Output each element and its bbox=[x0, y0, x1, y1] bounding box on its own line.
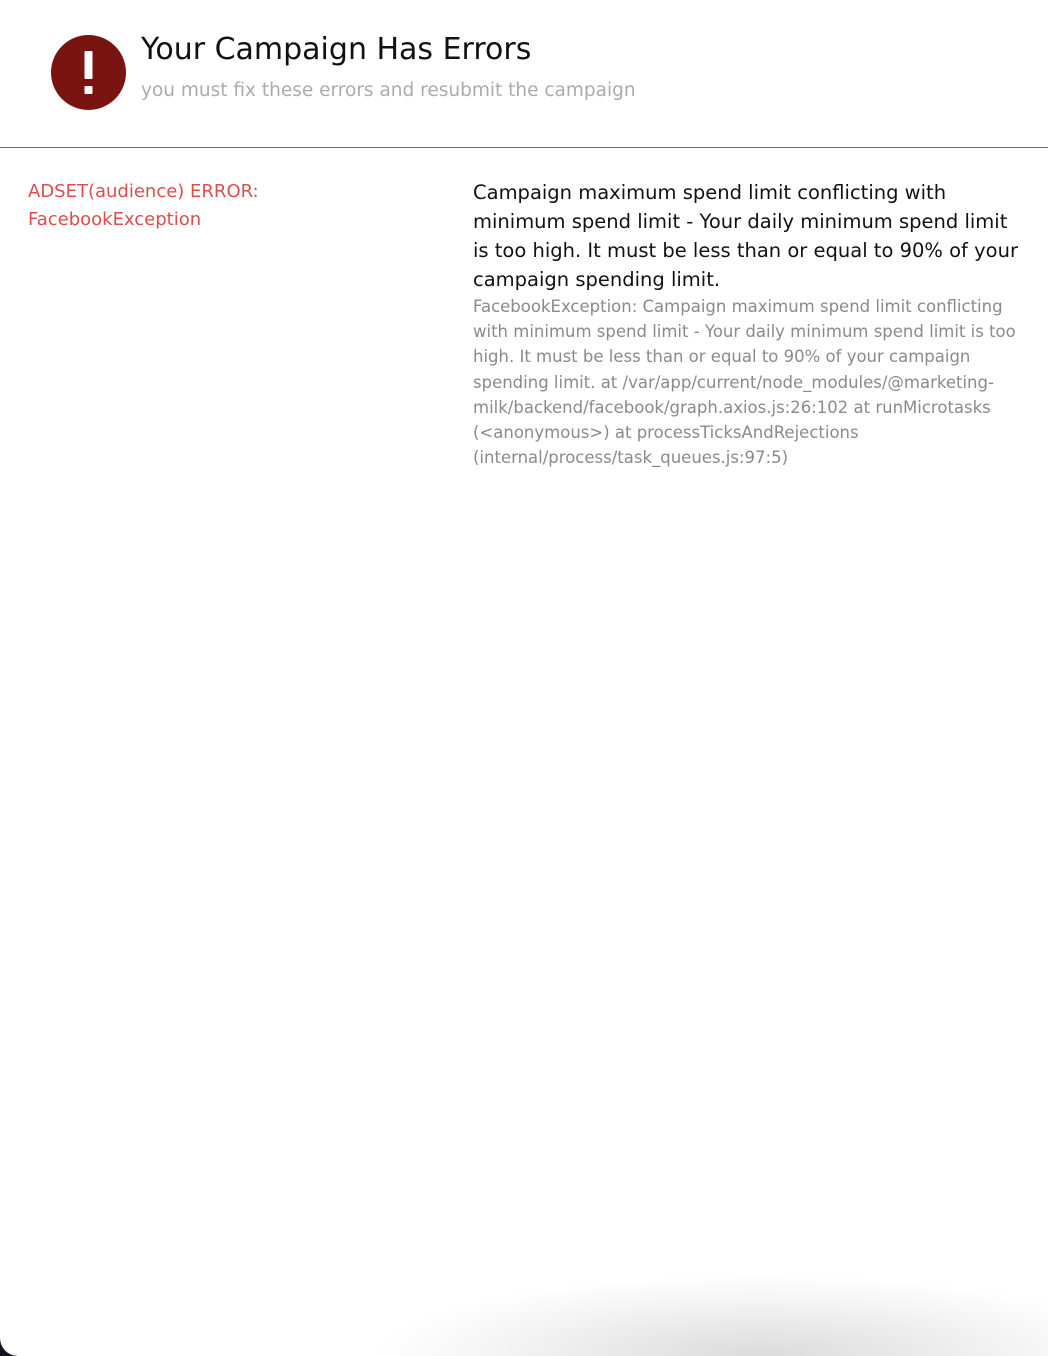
bottom-shadow bbox=[380, 1276, 1048, 1356]
error-message: Campaign maximum spend limit conflicting with minimum spend limit - Your daily minimum spend limit is too high. It must be less than or equal to 90% of your campaign spending limit. bbox=[473, 181, 1018, 291]
page-subtitle: you must fix these errors and resubmit the campaign bbox=[141, 80, 636, 101]
error-stack-trace: FacebookException: Campaign maximum spend limit conflicting with minimum spend limit - Your daily minimum spend limit is too high. It must be less than or equal to 90% of your campaign spending limit. at /var/app/current/node_modules/@marketing-milk/backend/facebook/graph.axios.js:26:102 at runMicrotasks (<anonymous>) at processTicksAndRejections (internal/process/task_queues.js:97:5) bbox=[473, 297, 1016, 468]
error-type-label: ADSET(audience) ERROR: FacebookException bbox=[28, 181, 259, 230]
error-details bbox=[473, 178, 1023, 470]
error-modal-header bbox=[0, 0, 1048, 148]
page-title: Your Campaign Has Errors bbox=[141, 32, 532, 67]
exclamation-circle-icon bbox=[51, 35, 126, 110]
